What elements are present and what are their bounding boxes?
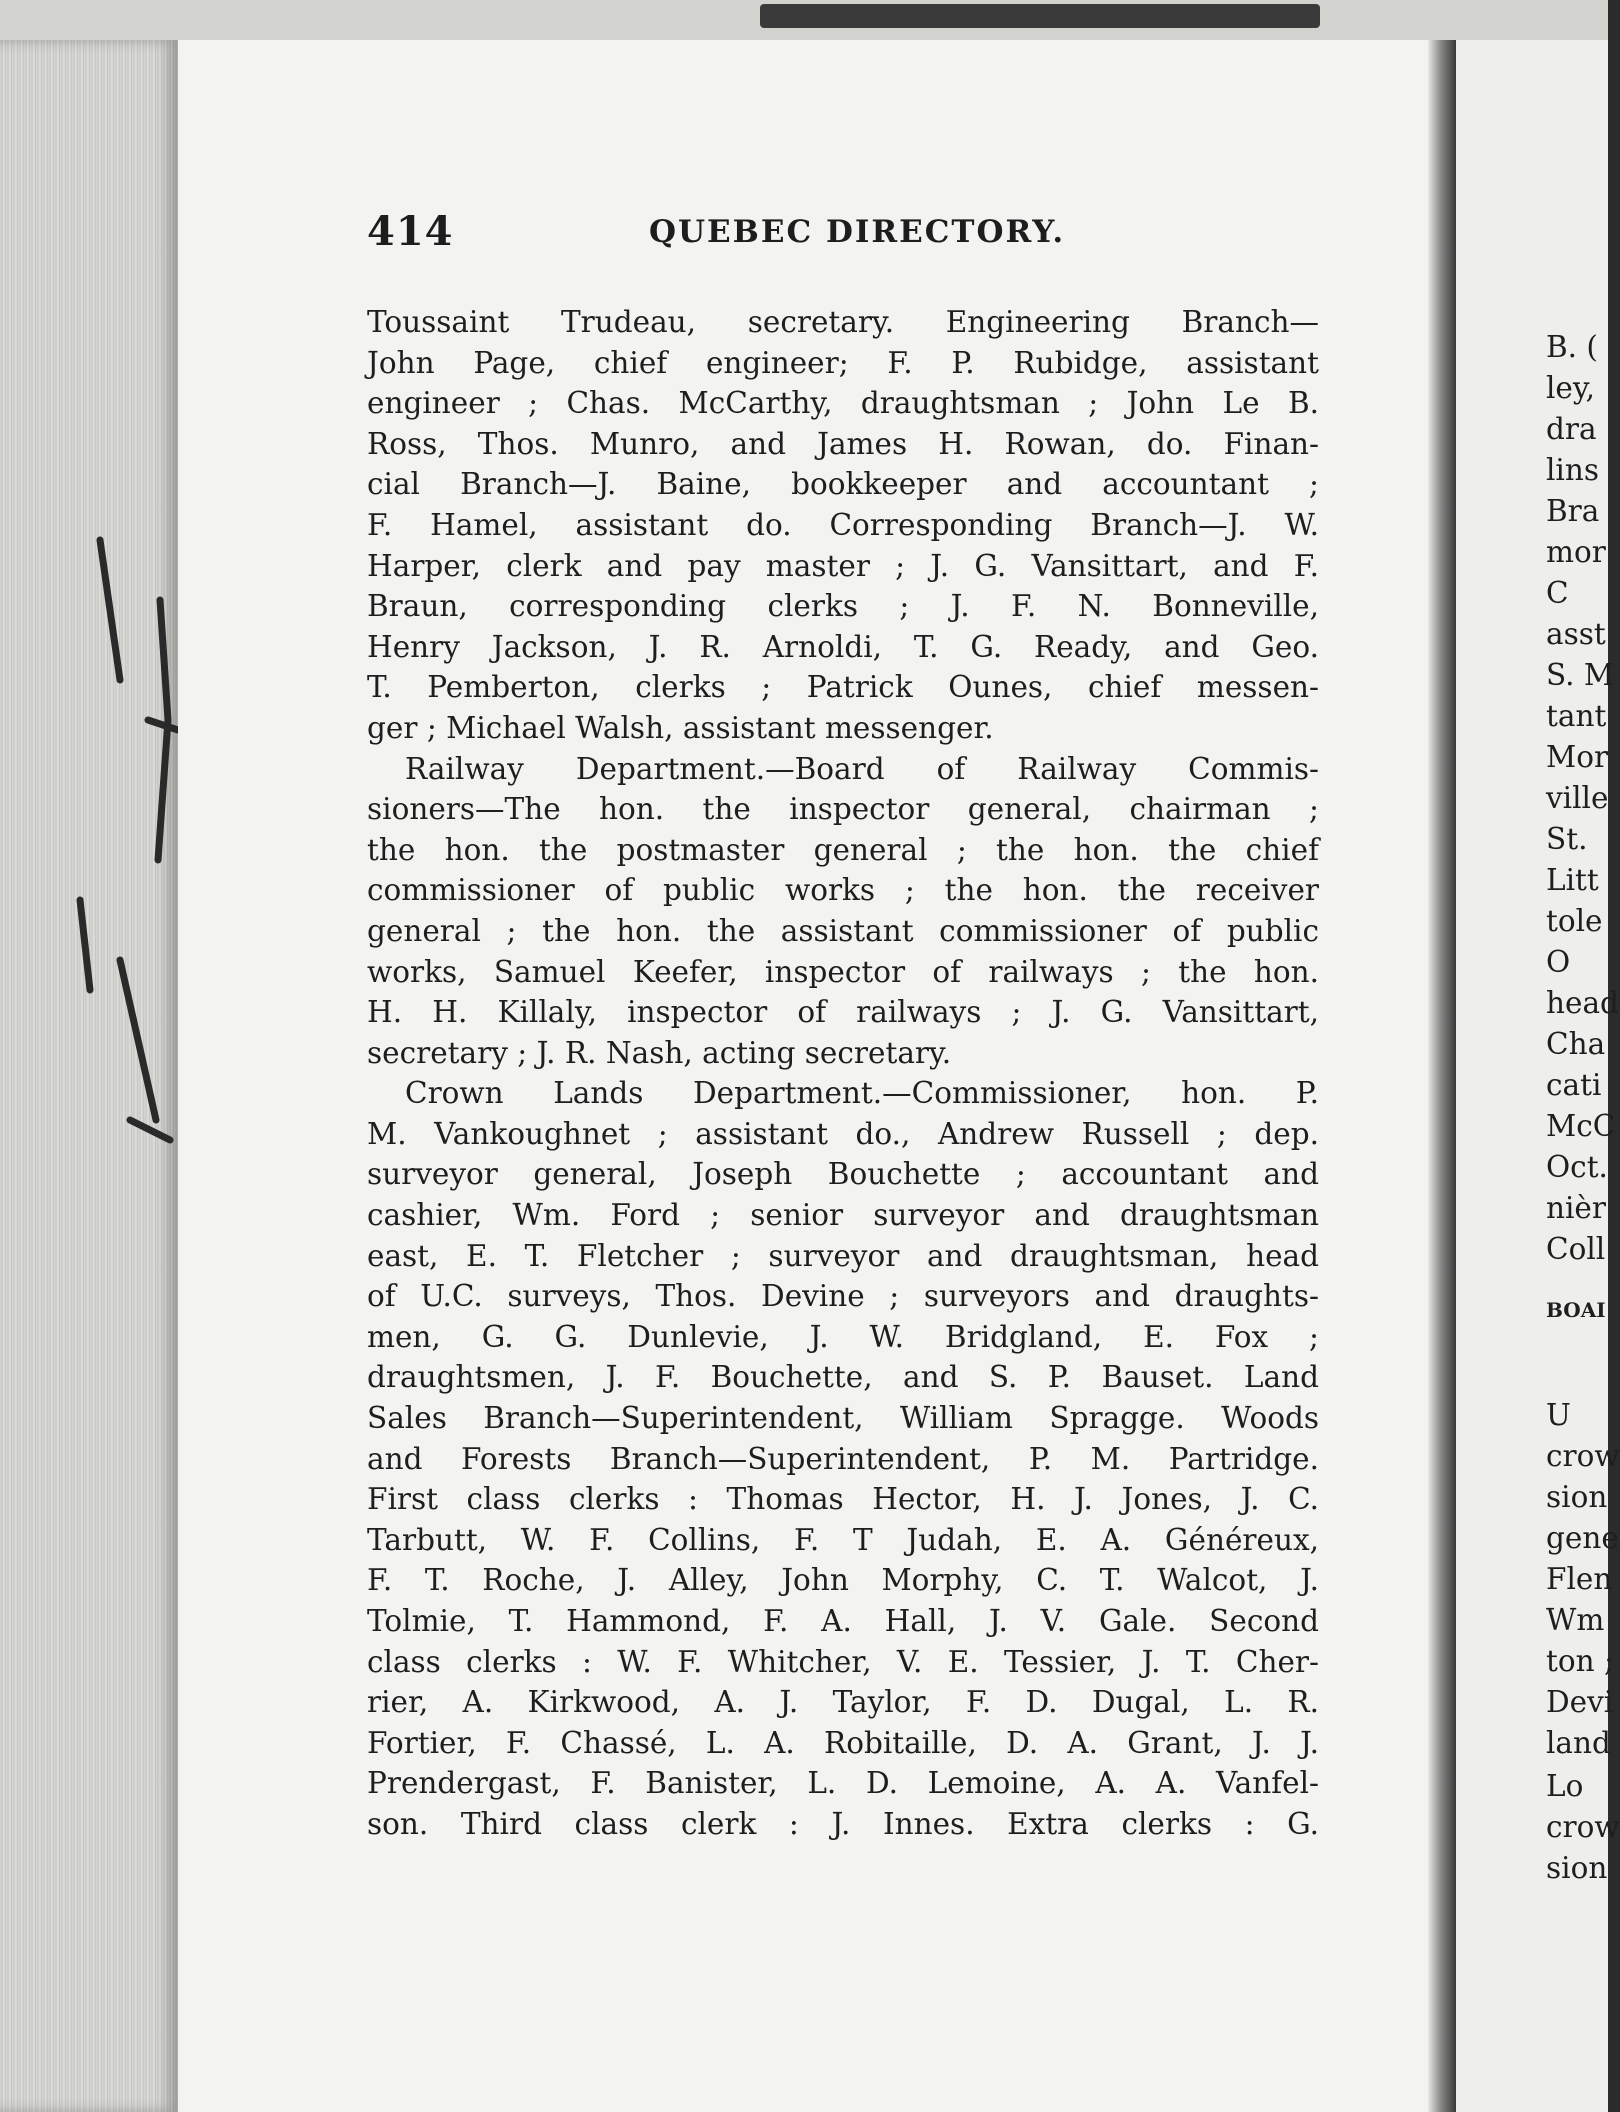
running-head: QUEBEC DIRECTORY. bbox=[649, 214, 1066, 250]
facing-text-fragment: tant bbox=[1546, 699, 1607, 733]
text-line: the hon. the postmaster general ; the hon. the chief bbox=[367, 832, 1319, 867]
facing-text-fragment: lins bbox=[1546, 453, 1600, 487]
facing-text-fragment: ville bbox=[1546, 781, 1609, 815]
text-line: Fortier, F. Chassé, L. A. Robitaille, D. A. Grant, J. J. bbox=[367, 1725, 1319, 1760]
facing-text-fragment: Coll bbox=[1546, 1232, 1606, 1266]
facing-text-fragment: sion bbox=[1546, 1851, 1608, 1885]
facing-text-fragment: gene bbox=[1546, 1521, 1619, 1555]
text-line: surveyor general, Joseph Bouchette ; accountant and bbox=[367, 1157, 1319, 1192]
facing-text-fragment: O bbox=[1546, 945, 1571, 979]
facing-text-fragment: cati bbox=[1546, 1068, 1602, 1102]
top-edge bbox=[0, 0, 1608, 40]
text-line: son. Third class clerk : J. Innes. Extra clerks : G. bbox=[367, 1806, 1319, 1841]
facing-text-fragment: tole bbox=[1546, 904, 1603, 938]
text-line: John Page, chief engineer; F. P. Rubidge, assistant bbox=[367, 345, 1319, 380]
facing-text-fragment: McC bbox=[1546, 1109, 1616, 1143]
text-line: rier, A. Kirkwood, A. J. Taylor, F. D. Dugal, L. R. bbox=[367, 1685, 1319, 1720]
facing-text-fragment: crow bbox=[1546, 1810, 1620, 1844]
facing-text-fragment: mor bbox=[1546, 535, 1606, 569]
text-line: Toussaint Trudeau, secretary. Engineering Branch— bbox=[367, 305, 1319, 339]
page-header bbox=[367, 208, 1319, 255]
facing-text-fragment: Devi bbox=[1546, 1685, 1614, 1719]
text-line: class clerks : W. F. Whitcher, V. E. Tessier, J. T. Cher- bbox=[367, 1644, 1319, 1679]
facing-text-fragment: sion bbox=[1546, 1480, 1608, 1514]
text-line: of U.C. surveys, Thos. Devine ; surveyors and draughts- bbox=[367, 1279, 1319, 1314]
pencil-marks bbox=[60, 520, 180, 1240]
text-line: Henry Jackson, J. R. Arnoldi, T. G. Ready, and Geo. bbox=[367, 629, 1319, 664]
text-line: Braun, corresponding clerks ; J. F. N. Bonneville, bbox=[367, 589, 1319, 624]
facing-text-fragment: ley, bbox=[1546, 371, 1596, 405]
facing-text-fragment: Oct. bbox=[1546, 1150, 1608, 1184]
page-number: 414 bbox=[367, 208, 454, 255]
facing-text-fragment: U bbox=[1546, 1398, 1571, 1432]
facing-text-fragment: Lo bbox=[1546, 1769, 1584, 1803]
book-gutter bbox=[1428, 40, 1456, 2112]
text-line: men, G. G. Dunlevie, J. W. Bridgland, E. Fox ; bbox=[367, 1319, 1319, 1354]
text-line: east, E. T. Fletcher ; surveyor and draughtsman, head bbox=[367, 1238, 1319, 1273]
text-line: Sales Branch—Superintendent, William Spragge. Woods bbox=[367, 1401, 1319, 1436]
text-line: and Forests Branch—Superintendent, P. M. Partridge. bbox=[367, 1441, 1319, 1476]
facing-text-fragment: ton ; bbox=[1546, 1644, 1614, 1678]
facing-text-fragment: head bbox=[1546, 986, 1619, 1020]
text-line: secretary ; J. R. Nash, acting secretary. bbox=[367, 1035, 952, 1070]
facing-text-fragment: S. M bbox=[1546, 658, 1615, 692]
facing-text-fragment: B. ( bbox=[1546, 330, 1598, 364]
text-line: commissioner of public works ; the hon. the receiver bbox=[367, 873, 1319, 908]
text-line: Railway Department.—Board of Railway Commis- bbox=[405, 751, 1319, 786]
text-line: works, Samuel Keefer, inspector of railways ; the hon. bbox=[367, 954, 1319, 989]
body-text bbox=[367, 302, 1319, 1845]
text-line: Crown Lands Department.—Commissioner, hon. P. bbox=[405, 1076, 1319, 1111]
text-line: F. T. Roche, J. Alley, John Morphy, C. T. Walcot, J. bbox=[367, 1563, 1319, 1598]
facing-text-fragment: land bbox=[1546, 1726, 1611, 1760]
text-line: Tarbutt, W. F. Collins, F. T Judah, E. A. Généreux, bbox=[367, 1522, 1319, 1557]
facing-text-fragment: dra bbox=[1546, 412, 1597, 446]
facing-text-fragment: crow bbox=[1546, 1439, 1620, 1473]
facing-text-fragment: Wm bbox=[1546, 1603, 1605, 1637]
text-line: First class clerks : Thomas Hector, H. J. Jones, J. C. bbox=[367, 1482, 1319, 1517]
text-line: cial Branch—J. Baine, bookkeeper and accountant ; bbox=[367, 467, 1319, 502]
text-line: M. Vankoughnet ; assistant do., Andrew Russell ; dep. bbox=[367, 1116, 1319, 1151]
text-line: Ross, Thos. Munro, and James H. Rowan, do. Finan- bbox=[367, 426, 1319, 461]
facing-text-fragment: BOAI bbox=[1546, 1298, 1606, 1322]
facing-text-fragment: nièr bbox=[1546, 1191, 1606, 1225]
facing-text-fragment: St. bbox=[1546, 822, 1588, 856]
facing-text-fragment: Cha bbox=[1546, 1027, 1606, 1061]
binding-band bbox=[760, 4, 1320, 28]
facing-text-fragment: Flen bbox=[1546, 1562, 1613, 1596]
text-line: T. Pemberton, clerks ; Patrick Ounes, chief messen- bbox=[367, 670, 1319, 705]
text-line: F. Hamel, assistant do. Corresponding Branch—J. W. bbox=[367, 507, 1319, 542]
text-line: H. H. Killaly, inspector of railways ; J. G. Vansittart, bbox=[367, 995, 1319, 1030]
text-line: Tolmie, T. Hammond, F. A. Hall, J. V. Gale. Second bbox=[367, 1604, 1319, 1638]
facing-text-fragment: Bra bbox=[1546, 494, 1600, 528]
text-line: Prendergast, F. Banister, L. D. Lemoine, A. A. Vanfel- bbox=[367, 1766, 1319, 1801]
text-line: general ; the hon. the assistant commissioner of public bbox=[367, 913, 1319, 948]
facing-text-fragment: Mor bbox=[1546, 740, 1609, 774]
text-line: cashier, Wm. Ford ; senior surveyor and draughtsman bbox=[367, 1198, 1319, 1233]
text-line: sioners—The hon. the inspector general, chairman ; bbox=[367, 792, 1319, 827]
text-line: ger ; Michael Walsh, assistant messenger. bbox=[367, 710, 994, 745]
facing-text-fragment: Litt bbox=[1546, 863, 1599, 897]
text-line: engineer ; Chas. McCarthy, draughtsman ; John Le B. bbox=[367, 386, 1319, 421]
facing-text-fragment: asst bbox=[1546, 617, 1606, 651]
text-line: Harper, clerk and pay master ; J. G. Vansittart, and F. bbox=[367, 548, 1319, 583]
text-line: draughtsmen, J. F. Bouchette, and S. P. Bauset. Land bbox=[367, 1360, 1319, 1395]
facing-text-fragment: C bbox=[1546, 576, 1569, 610]
